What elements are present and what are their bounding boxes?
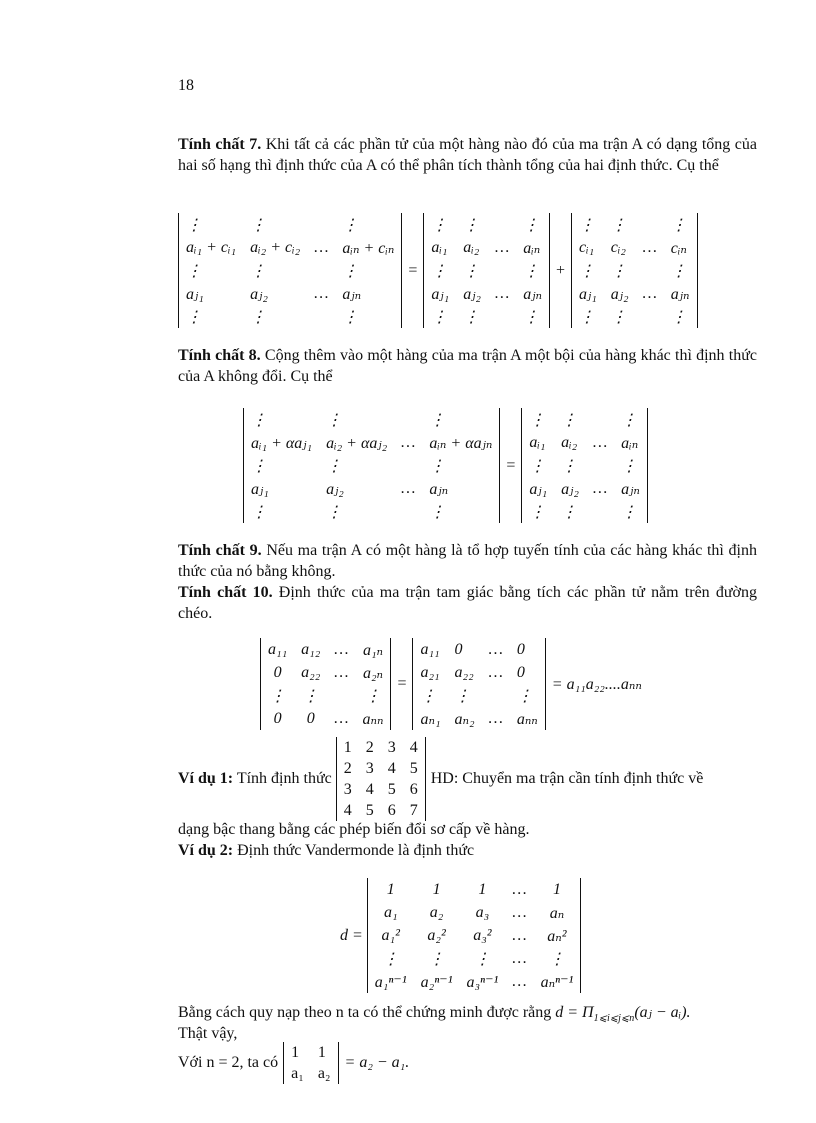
- matrix-entry: [394, 500, 422, 523]
- matrix-entry: aᵢ₂: [463, 238, 480, 256]
- matrix-entry: [307, 259, 335, 282]
- matrix-entry: 6: [409, 780, 418, 798]
- equals-sign: =: [408, 261, 418, 279]
- matrix-entry: [488, 213, 516, 236]
- page-number: 18: [178, 77, 194, 94]
- matrix-entry: ⋮: [429, 503, 446, 521]
- matrix-entry: [636, 213, 664, 236]
- matrix-entry: ⋮: [250, 262, 267, 280]
- matrix-row: [284, 1063, 338, 1084]
- determinant-sum: [178, 213, 402, 328]
- matrix-row: [424, 282, 550, 305]
- matrix-entry: a₂²: [427, 926, 446, 944]
- matrix-row: [179, 259, 402, 282]
- matrix-entry: ⋮: [251, 503, 267, 521]
- matrix-entry: ⋮: [420, 687, 437, 705]
- matrix-entry: ⋮: [382, 950, 399, 968]
- matrix-entry: aⱼₙ: [429, 480, 449, 498]
- diagonal-product: = a₁₁a₂₂....aₙₙ: [551, 676, 642, 693]
- indeed-text: Thật vậy,: [178, 1025, 238, 1042]
- property-8-text: Cộng thêm vào một hàng của ma trận A một bội của hàng khác thì định thức của A không đổi. Cụ thể: [178, 347, 757, 385]
- matrix-entry: aᵢₙ: [523, 239, 541, 257]
- determinant-added-row: [243, 408, 500, 523]
- matrix-entry: aₙ²: [547, 927, 567, 945]
- matrix-entry: ⋮: [670, 308, 687, 326]
- matrix-entry: ⋮: [431, 308, 448, 326]
- matrix-entry: a₁₁: [268, 640, 288, 658]
- example-1-hint: HD: Chuyển ma trận cần tính định thức về: [430, 770, 704, 787]
- formula-sub: 1⩽i⩽j⩽n: [593, 1013, 635, 1025]
- matrix-entry: 4: [365, 780, 374, 798]
- matrix-entry: 1: [386, 880, 395, 898]
- matrix-entry: …: [314, 284, 329, 302]
- matrix-row: [571, 213, 697, 236]
- matrix-row: [424, 236, 550, 259]
- property-7-equation: [178, 213, 698, 328]
- matrix-entry: ⋮: [431, 216, 448, 234]
- matrix-entry: aₙₙ: [362, 710, 384, 728]
- matrix-entry: 1: [432, 880, 441, 898]
- lower-triangular-determinant: [412, 638, 545, 730]
- matrix-entry: ⋮: [269, 687, 286, 705]
- matrix-entry: 2: [343, 759, 352, 777]
- matrix-row: [284, 1042, 338, 1063]
- matrix-entry: ⋮: [364, 687, 381, 705]
- matrix-row: [261, 684, 391, 707]
- matrix-entry: a₁: [383, 903, 398, 921]
- matrix-row: [367, 947, 581, 970]
- matrix-entry: a₃ⁿ⁻¹: [466, 973, 499, 991]
- matrix-entry: 1: [343, 738, 352, 756]
- matrix-entry: aᵢ₂: [561, 433, 578, 451]
- matrix-entry: ⋮: [251, 457, 267, 475]
- matrix-row: [261, 707, 391, 730]
- matrix-row: [413, 684, 545, 707]
- matrix-entry: ⋮: [454, 687, 471, 705]
- matrix-entry: aⱼ₂: [326, 480, 344, 498]
- matrix-entry: ⋮: [621, 503, 638, 521]
- equals-sign: =: [397, 675, 407, 692]
- matrix-entry: a₁: [291, 1064, 304, 1082]
- matrix-entry: aᵢ₁ + αaⱼ₁: [251, 434, 313, 452]
- matrix-row: [179, 305, 402, 328]
- matrix-entry: ⋮: [429, 457, 446, 475]
- matrix-entry: ⋮: [250, 308, 267, 326]
- matrix-entry: ⋮: [251, 411, 267, 429]
- matrix-entry: ⋮: [621, 411, 638, 429]
- matrix-entry: …: [401, 479, 416, 497]
- matrix-entry: [488, 259, 516, 282]
- property-8-label: Tính chất 8.: [178, 347, 261, 364]
- matrix-entry: ⋮: [529, 411, 546, 429]
- property-8: [178, 345, 757, 387]
- matrix-entry: [488, 305, 516, 328]
- matrix-entry: [307, 213, 335, 236]
- matrix-row: [179, 236, 402, 259]
- matrix-entry: ⋮: [523, 308, 540, 326]
- matrix-entry: …: [592, 433, 608, 451]
- matrix-entry: aⱼ₁: [251, 480, 269, 498]
- matrix-entry: ⋮: [463, 216, 480, 234]
- matrix-entry: ⋮: [523, 262, 540, 280]
- example-1: [178, 737, 703, 821]
- matrix-entry: …: [494, 284, 510, 302]
- matrix-entry: a₁ⁿ⁻¹: [374, 973, 407, 991]
- matrix-entry: …: [401, 433, 416, 451]
- matrix-entry: ⋮: [250, 216, 267, 234]
- matrix-row: [179, 213, 402, 236]
- matrix-row: [244, 500, 500, 523]
- matrix-entry: ⋮: [431, 262, 448, 280]
- matrix-entry: aⱼ₂: [463, 285, 481, 303]
- matrix-row: [571, 236, 697, 259]
- matrix-entry: ⋮: [529, 503, 546, 521]
- matrix-entry: [327, 684, 355, 707]
- matrix-entry: cᵢ₂: [610, 238, 626, 256]
- matrix-entry: a₁ₙ: [362, 641, 383, 659]
- matrix-entry: 0: [454, 640, 463, 658]
- matrix-entry: 4: [387, 759, 396, 777]
- matrix-entry: 1: [552, 880, 561, 898]
- matrix-entry: ⋮: [561, 457, 578, 475]
- matrix-row: [179, 282, 402, 305]
- matrix-entry: ⋮: [326, 411, 343, 429]
- matrix-row: [522, 408, 648, 431]
- matrix-entry: ⋮: [516, 687, 533, 705]
- matrix-entry: aⱼ₂: [561, 480, 579, 498]
- matrix-row: [367, 901, 581, 924]
- property-10-label: Tính chất 10.: [178, 584, 273, 601]
- matrix-entry: [636, 305, 664, 328]
- matrix-row: [244, 431, 500, 454]
- matrix-entry: ⋮: [670, 216, 687, 234]
- matrix-entry: a₂₂: [301, 663, 321, 681]
- matrix-row: [522, 431, 648, 454]
- matrix-row: [571, 305, 697, 328]
- matrix-entry: aⱼₙ: [621, 480, 640, 498]
- matrix-entry: ⋮: [548, 950, 565, 968]
- matrix-entry: [394, 408, 422, 431]
- matrix-entry: …: [488, 663, 503, 681]
- property-10-text: Định thức của ma trận tam giác bằng tích các phần tử nằm trên đường chéo.: [178, 584, 757, 622]
- matrix-entry: ⋮: [463, 308, 480, 326]
- matrix-row: [244, 454, 500, 477]
- matrix-entry: a₂: [429, 903, 444, 921]
- property-10-equation: [260, 638, 648, 730]
- matrix-entry: ⋮: [342, 262, 359, 280]
- base-case-result: = a₂ − a₁.: [344, 1054, 410, 1071]
- matrix-entry: ⋮: [561, 411, 578, 429]
- matrix-entry: …: [592, 479, 608, 497]
- matrix-row: [244, 408, 500, 431]
- determinant-c: [571, 213, 698, 328]
- example-1-determinant: [336, 737, 426, 821]
- matrix-entry: aⱼₙ: [523, 285, 542, 303]
- matrix-entry: 0: [516, 640, 525, 658]
- matrix-row: [413, 707, 545, 730]
- matrix-row: [571, 259, 697, 282]
- matrix-entry: ⋮: [186, 216, 202, 234]
- matrix-entry: aⱼ₁: [529, 480, 548, 498]
- matrix-entry: aⱼ₂: [250, 285, 268, 303]
- matrix-entry: a₁²: [381, 926, 400, 944]
- matrix-entry: ⋮: [523, 216, 540, 234]
- induction-text: Bằng cách quy nạp theo n ta có thể chứng minh được rằng: [178, 1004, 556, 1021]
- base-case-text: Với n = 2, ta có: [178, 1054, 279, 1071]
- base-case-determinant: [283, 1042, 338, 1084]
- matrix-entry: 1: [317, 1043, 326, 1061]
- matrix-entry: …: [512, 949, 527, 967]
- matrix-entry: aᵢ₂ + cᵢ₂: [250, 238, 301, 256]
- example-1-continuation: dạng bậc thang bằng các phép biến đổi sơ cấp về hàng.: [178, 821, 530, 838]
- determinant-a: [423, 213, 550, 328]
- matrix-entry: 4: [409, 738, 418, 756]
- matrix-entry: aₙ: [549, 904, 565, 922]
- property-9-text: Nếu ma trận A có một hàng là tổ hợp tuyến tính của các hàng khác thì định thức của nó bằng không.: [178, 542, 757, 580]
- matrix-row: [336, 779, 425, 800]
- matrix-entry: ⋮: [610, 216, 627, 234]
- matrix-entry: a₃: [475, 903, 490, 921]
- property-8-equation: [243, 408, 648, 523]
- matrix-entry: …: [494, 238, 510, 256]
- matrix-entry: ⋮: [610, 262, 627, 280]
- matrix-entry: aⱼ₁: [431, 285, 450, 303]
- matrix-entry: 6: [387, 801, 396, 819]
- matrix-entry: aᵢ₂ + αaⱼ₂: [326, 434, 388, 452]
- matrix-entry: aₙₙ: [516, 710, 538, 728]
- matrix-row: [413, 638, 545, 661]
- matrix-entry: …: [512, 880, 527, 898]
- matrix-entry: aⱼ₁: [186, 285, 204, 303]
- matrix-entry: aᵢₙ + cᵢₙ: [342, 239, 395, 257]
- matrix-entry: aₙ₁: [420, 710, 441, 728]
- matrix-row: [367, 970, 581, 993]
- matrix-entry: …: [334, 663, 349, 681]
- matrix-entry: ⋮: [342, 216, 359, 234]
- matrix-entry: ⋮: [302, 687, 319, 705]
- matrix-entry: aⱼₙ: [342, 285, 362, 303]
- matrix-entry: ⋮: [186, 262, 202, 280]
- matrix-entry: 0: [306, 709, 315, 727]
- matrix-entry: [307, 305, 335, 328]
- matrix-entry: a₂₂: [454, 663, 474, 681]
- matrix-entry: a₂₁: [420, 663, 440, 681]
- matrix-entry: 3: [365, 759, 374, 777]
- matrix-entry: …: [642, 284, 657, 302]
- property-9-label: Tính chất 9.: [178, 542, 262, 559]
- upper-triangular-determinant: [260, 638, 391, 730]
- matrix-entry: …: [512, 972, 527, 990]
- matrix-entry: ⋮: [326, 503, 343, 521]
- matrix-entry: ⋮: [578, 308, 595, 326]
- matrix-entry: a₂: [317, 1064, 331, 1082]
- matrix-entry: [586, 454, 614, 477]
- matrix-row: [424, 259, 550, 282]
- matrix-entry: 0: [273, 709, 282, 727]
- matrix-entry: 0: [516, 663, 525, 681]
- matrix-entry: [636, 259, 664, 282]
- matrix-row: [261, 638, 391, 661]
- matrix-entry: a₂ⁿ⁻¹: [420, 973, 453, 991]
- matrix-entry: a₃²: [473, 926, 492, 944]
- matrix-entry: 5: [387, 780, 396, 798]
- matrix-entry: …: [488, 709, 503, 727]
- matrix-entry: 2: [365, 738, 374, 756]
- matrix-row: [522, 454, 648, 477]
- matrix-entry: 1: [478, 880, 487, 898]
- matrix-entry: [586, 408, 614, 431]
- matrix-row: [522, 500, 648, 523]
- matrix-row: [413, 661, 545, 684]
- matrix-entry: aₙ₂: [454, 710, 475, 728]
- matrix-entry: ⋮: [610, 308, 627, 326]
- example-2-text: Định thức Vandermonde là định thức: [233, 842, 475, 859]
- matrix-entry: a₂ₙ: [362, 664, 383, 682]
- matrix-entry: 5: [365, 801, 374, 819]
- matrix-entry: [394, 454, 422, 477]
- matrix-entry: ⋮: [529, 457, 546, 475]
- matrix-row: [261, 661, 391, 684]
- matrix-entry: 1: [291, 1043, 300, 1061]
- matrix-row: [522, 477, 648, 500]
- property-9: [178, 540, 757, 582]
- matrix-entry: 3: [387, 738, 396, 756]
- example-2: [178, 840, 757, 861]
- matrix-entry: aᵢ₁: [431, 238, 448, 256]
- matrix-entry: aⱼ₂: [610, 285, 629, 303]
- base-case: [178, 1042, 415, 1084]
- matrix-entry: ⋮: [463, 262, 480, 280]
- matrix-row: [367, 924, 581, 947]
- matrix-entry: ⋮: [578, 262, 595, 280]
- matrix-entry: aᵢ₁ + cᵢ₁: [186, 238, 237, 256]
- example-2-label: Ví dụ 2:: [178, 842, 234, 859]
- property-10: [178, 582, 757, 624]
- matrix-entry: aᵢₙ + αaⱼₙ: [429, 434, 493, 452]
- matrix-row: [244, 477, 500, 500]
- matrix-entry: 4: [343, 801, 352, 819]
- matrix-entry: ⋮: [474, 950, 491, 968]
- matrix-entry: a₁₁: [420, 640, 440, 658]
- matrix-entry: …: [488, 640, 503, 658]
- matrix-entry: ⋮: [186, 308, 202, 326]
- matrix-entry: ⋮: [428, 950, 445, 968]
- matrix-entry: ⋮: [621, 457, 638, 475]
- matrix-row: [336, 737, 425, 758]
- vandermonde-equation: [340, 878, 581, 993]
- matrix-entry: 7: [409, 801, 418, 819]
- matrix-entry: 5: [409, 759, 418, 777]
- plus-sign: +: [555, 261, 565, 279]
- matrix-entry: ⋮: [326, 457, 343, 475]
- matrix-row: [367, 878, 581, 901]
- matrix-entry: ⋮: [578, 216, 595, 234]
- matrix-entry: 0: [273, 663, 282, 681]
- matrix-entry: ⋮: [561, 503, 578, 521]
- vandermonde-determinant: [367, 878, 582, 993]
- matrix-entry: …: [642, 238, 657, 256]
- matrix-row: [336, 758, 425, 779]
- determinant-original: [521, 408, 648, 523]
- example-1-text: Tính định thức: [233, 770, 332, 787]
- matrix-entry: aᵢ₁: [529, 433, 546, 451]
- matrix-row: [336, 800, 425, 821]
- matrix-entry: [482, 684, 510, 707]
- matrix-entry: ⋮: [342, 308, 359, 326]
- equals-sign: =: [506, 456, 516, 474]
- matrix-entry: …: [314, 238, 329, 256]
- matrix-entry: …: [334, 709, 349, 727]
- matrix-entry: [586, 500, 614, 523]
- matrix-entry: …: [512, 926, 527, 944]
- matrix-row: [424, 305, 550, 328]
- matrix-entry: …: [512, 903, 527, 921]
- example-1-label: Ví dụ 1:: [178, 770, 234, 787]
- matrix-entry: cᵢₙ: [670, 239, 687, 257]
- matrix-row: [424, 213, 550, 236]
- matrix-entry: …: [334, 640, 349, 658]
- formula-tail: (aⱼ − aᵢ).: [634, 1004, 691, 1021]
- matrix-row: [571, 282, 697, 305]
- property-7-text: Khi tất cả các phần tử của một hàng nào đó của ma trận A có dạng tổng của hai số hạng thì định thức của A có thể phân tích thành tổng của hai định thức. Cụ thể: [178, 136, 758, 174]
- vandermonde-lhs: d =: [340, 926, 363, 944]
- property-7-label: Tính chất 7.: [178, 136, 262, 153]
- matrix-entry: ⋮: [429, 411, 446, 429]
- matrix-entry: cᵢ₁: [578, 238, 595, 256]
- matrix-entry: aₙⁿ⁻¹: [540, 973, 574, 991]
- property-7: [178, 134, 757, 176]
- matrix-entry: aᵢₙ: [621, 434, 639, 452]
- matrix-entry: a₁₂: [301, 640, 321, 658]
- matrix-entry: ⋮: [670, 262, 687, 280]
- formula-main: d = Π: [555, 1004, 594, 1021]
- matrix-entry: aⱼ₁: [578, 285, 597, 303]
- matrix-entry: aⱼₙ: [670, 285, 690, 303]
- matrix-entry: 3: [343, 780, 352, 798]
